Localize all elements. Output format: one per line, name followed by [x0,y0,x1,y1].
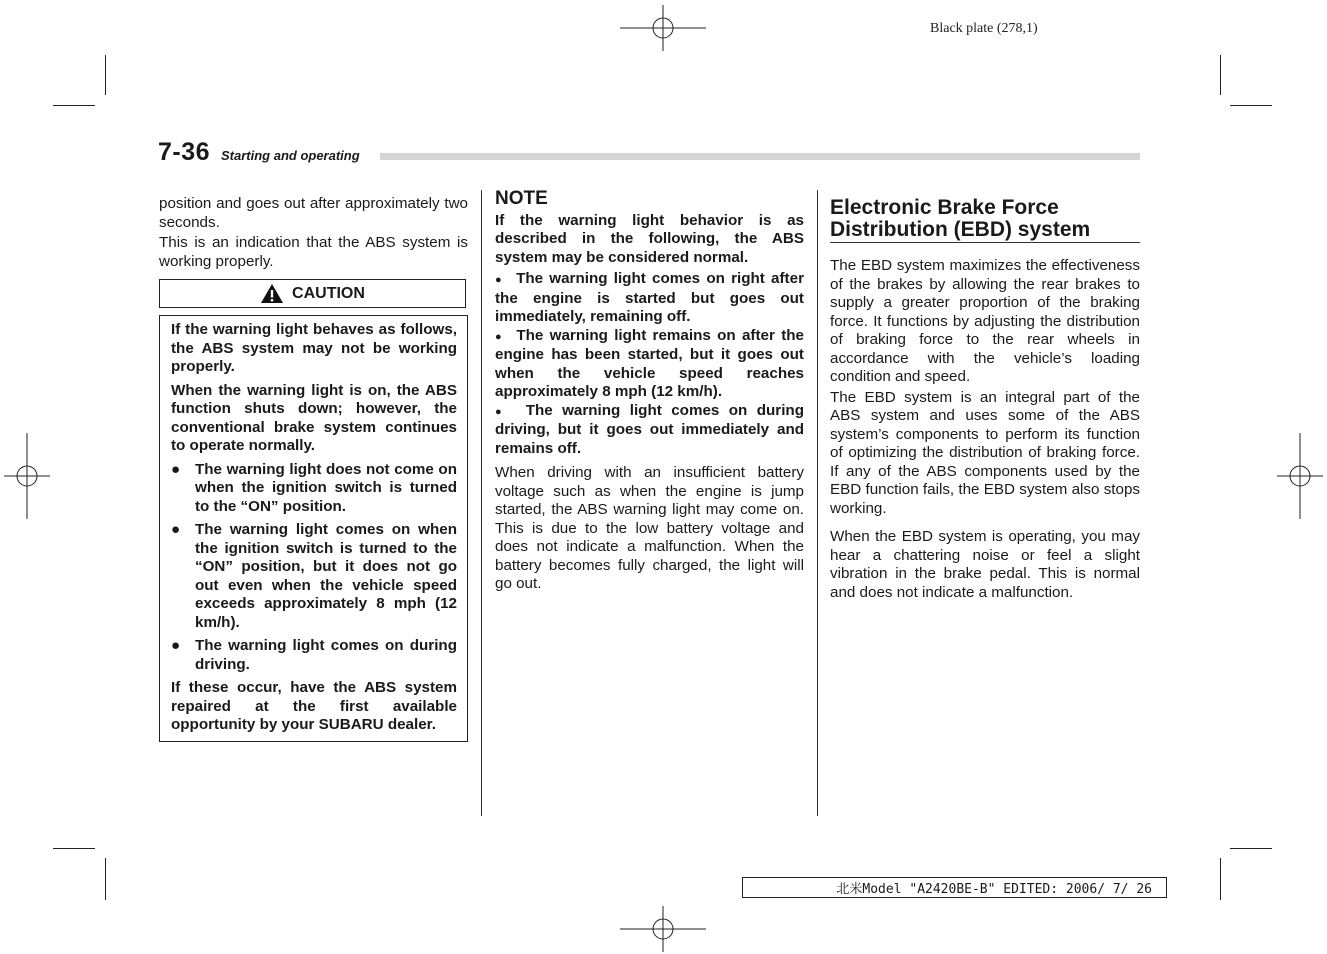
paragraph: position and goes out after approximately two seconds. [159,195,468,231]
caution-bullet [171,637,457,674]
caution-label: CAUTION [292,284,365,302]
caution-closing: If these occur, have the ABS system repaired at the first available opportunity by your SUBARU dealer. [171,679,457,733]
edit-info: 北米Model "A2420BE-B" EDITED: 2006/ 7/ 26 [836,882,1152,897]
crop-mark [1220,55,1221,95]
paragraph: When driving with an insufficient battery voltage such as when the engine is jump started, the ABS warning light may come on. This is due to the low battery voltage and does not indicate a malfunction. When the battery becomes fully charged, the light will go out. [495,464,804,592]
caution-box [159,315,468,742]
registration-mark-icon [620,5,706,51]
plate-label: Black plate (278,1) [930,21,1038,36]
right-column-body [830,257,1140,602]
bullet-icon: ● [495,330,504,343]
bullet-icon: ● [171,637,181,654]
crop-mark [53,848,95,849]
column-divider [817,190,818,816]
section-title: Starting and operating [221,148,360,163]
note-bullet-text: The warning light remains on after the engine has been started, but it goes out when the vehicle speed reaches approximately 8 mph (12 km/h). [495,326,804,400]
crop-mark [1220,858,1221,900]
note-bullet-text: The warning light comes on right after the engine is started but goes out immediately, remaining off. [495,270,804,325]
crop-mark [1230,105,1272,106]
paragraph: The EBD system is an integral part of the ABS system and uses some of the ABS system’s components to perform its function of optimizing the distribution of braking force. If any of the ABS components used by the EBD function fails, the EBD system also stops working. [830,388,1140,517]
crop-mark [105,55,106,95]
caution-bullet [171,521,457,632]
registration-mark-icon [1277,433,1323,519]
crop-mark [53,105,95,106]
caution-header [159,279,466,308]
crop-mark [1230,848,1272,849]
edit-info-box [742,877,1167,898]
bullet-text: The warning light comes on when the ignition switch is turned to the “ON” position, but it does not go out even when the vehicle speed exceeds approximately 8 mph (12 km/h). [195,521,457,631]
bullet-text: The warning light does not come on when the ignition switch is turned to the “ON” position. [195,460,457,515]
caution-intro: If the warning light behaves as follows, the ABS system may not be working properly. [171,321,457,375]
page-number: 7-36 [158,138,211,166]
bullet-icon: ● [171,521,181,538]
right-column [830,197,1140,241]
bullet-icon: ● [495,274,504,286]
warning-triangle-icon [260,283,284,304]
caution-detail: When the warning light is on, the ABS function shuts down; however, the conventional brake system continues to operate normally. [171,381,457,454]
bullet-icon: ● [495,405,507,418]
column-divider [481,190,482,816]
note-intro: If the warning light behavior is as described in the following, the ABS system may be considered normal. [495,211,804,266]
note-bullet [495,327,804,402]
caution-bullet [171,461,457,517]
header-rule [380,153,1140,160]
middle-column [495,190,804,594]
note-bullet-text: The warning light comes on during driving, but it goes out immediately and remains off. [495,401,804,457]
note-bullet [495,402,804,459]
paragraph: This is an indication that the ABS system is working properly. [159,234,468,270]
crop-mark [105,858,106,900]
note-title: NOTE [495,188,548,209]
left-column [159,195,468,271]
heading-rule [830,242,1140,243]
bullet-icon: ● [171,460,181,478]
registration-mark-icon [620,906,706,952]
paragraph: The EBD system maximizes the effectiveness of the brakes by allowing the rear brakes to supply a greater proportion of the braking force. It functions by adjusting the distribution of braking force to the rear wheels in accordance with the vehicle’s loading condition and speed. [830,257,1140,385]
bullet-text: The warning light comes on during driving. [195,637,457,673]
note-bullet [495,270,804,327]
section-heading: Electronic Brake Force Distribution (EBD) system [830,196,1091,241]
paragraph: When the EBD system is operating, you may hear a chattering noise or feel a slight vibration in the brake pedal. This is normal and does not indicate a malfunction. [830,528,1140,601]
registration-mark-icon [4,433,50,519]
